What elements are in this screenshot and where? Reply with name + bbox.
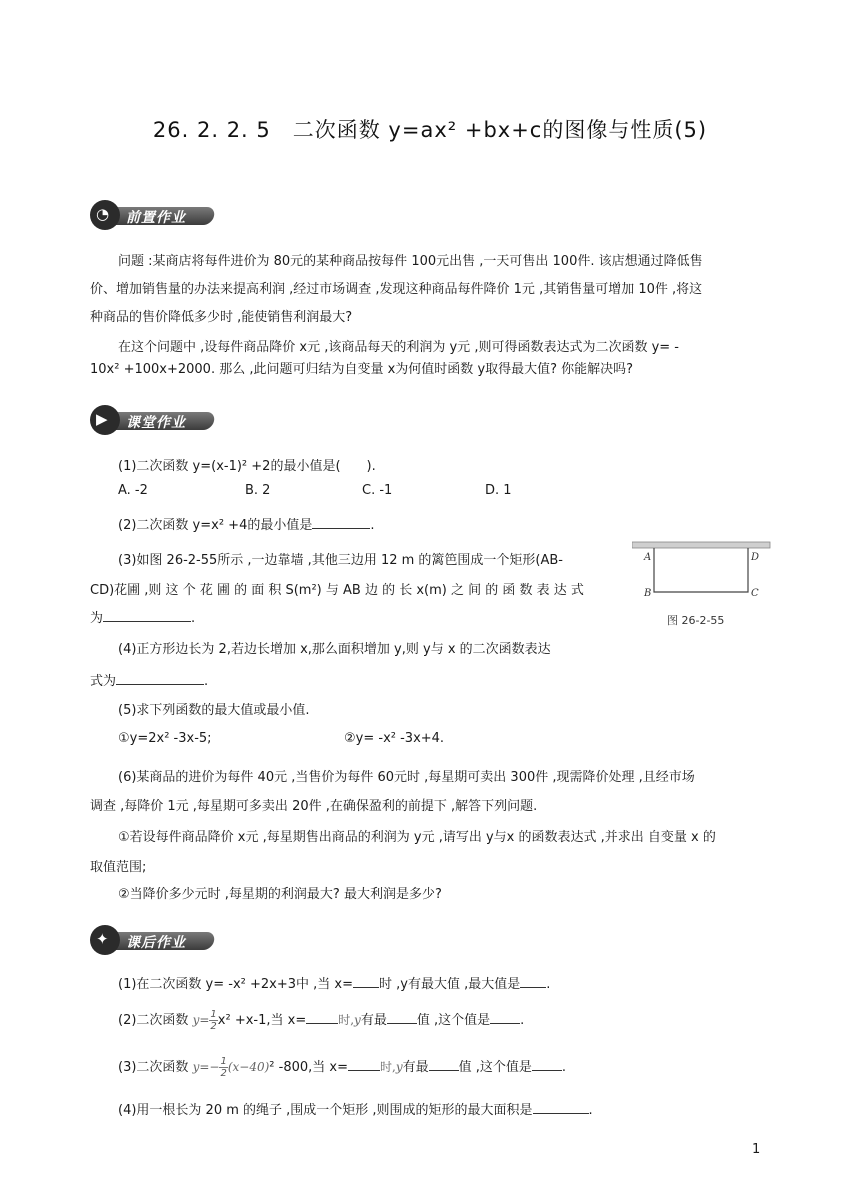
fraction-denominator: 2 (210, 1021, 217, 1032)
question-text: 为 (90, 611, 104, 626)
homework-question-4 (118, 1099, 593, 1118)
question-end: . (546, 977, 551, 992)
formula-text: y (395, 1060, 403, 1074)
page-number: 1 (752, 1142, 761, 1157)
question-text: (1)在二次函数 y= -x² +2x+3中 ,当 x= (118, 977, 353, 992)
class-question-6-a-line-2: 取值范围; (90, 860, 147, 875)
fence-rectangle (654, 548, 748, 592)
section-header-class (90, 405, 220, 435)
question-text: 有最 (360, 1013, 387, 1028)
pre-paragraph-1-cont (90, 276, 770, 332)
section-header-pre (90, 200, 220, 230)
question-end: . (520, 1013, 525, 1028)
question-text: ² -800,当 x= (269, 1060, 348, 1075)
answer-blank[interactable] (116, 671, 204, 685)
answer-blank[interactable] (348, 1057, 380, 1071)
answer-blank[interactable] (520, 980, 546, 988)
class-question-4-line-2 (90, 670, 208, 689)
class-question-6-line-1: (6)某商品的进价为每件 40元 ,当售价为每件 60元时 ,每星期可卖出 300件 ,现需降价处理 ,且经市场 (118, 770, 695, 785)
question-text: (2)二次函数 y=x² +4的最小值是 (118, 518, 313, 533)
answer-blank[interactable] (490, 1010, 520, 1024)
label-b: B (644, 588, 652, 599)
question-text: 时 ,y有最大值 ,最大值是 (379, 977, 521, 992)
answer-blank[interactable] (532, 1057, 562, 1071)
homework-question-1 (118, 973, 550, 992)
formula-text: y (354, 1013, 361, 1027)
question-text: (3)二次函数 (118, 1060, 189, 1075)
class-question-6-a-line-1: ①若设每件商品降价 x元 ,每星期售出商品的利润为 y元 ,请写出 y与x 的函数表达式 ,并求出 自变量 x 的 (118, 830, 716, 845)
option-d: D. 1 (485, 483, 512, 498)
class-question-1: (1)二次函数 y=(x-1)² +2的最小值是( ). (118, 459, 376, 474)
homework-question-3 (118, 1056, 566, 1079)
fraction (219, 1056, 227, 1079)
answer-blank[interactable] (533, 1100, 589, 1114)
question-text: 式为 (90, 674, 117, 689)
question-end: . (370, 518, 375, 533)
formula-text: y=− (192, 1060, 220, 1074)
formula-text: 时, (338, 1013, 355, 1027)
section-label: 前置作业 (126, 210, 186, 226)
class-question-5: (5)求下列函数的最大值或最小值. (118, 703, 310, 718)
class-question-3-line-2: CD)花圃 ,则 这 个 花 圃 的 面 积 S(m²) 与 AB 边 的 长 x(m) 之 间 的 函 数 表 达 式 (90, 583, 584, 598)
label-c: C (751, 588, 759, 599)
fraction-denominator: 2 (220, 1068, 227, 1079)
class-question-5-a: ①y=2x² -3x-5; (118, 731, 212, 746)
class-question-6-line-2: 调查 ,每降价 1元 ,每星期可多卖出 20件 ,在确保盈利的前提下 ,解答下列问题. (90, 799, 538, 814)
section-header-after (90, 925, 220, 955)
option-a: A. -2 (118, 483, 148, 498)
answer-blank[interactable] (353, 980, 379, 988)
text-line: 在这个问题中 ,设每件商品降价 x元 ,该商品每天的利润为 y元 ,则可得函数表达式为二次函数 y= - (118, 340, 679, 355)
class-question-2 (118, 514, 374, 533)
runner-icon: ✦ (90, 925, 120, 955)
fraction (209, 1009, 217, 1032)
text-line: 10x² +100x+2000. 那么 ,此问题可归结为自变量 x为何值时函数 y取得最大值? 你能解决吗? (90, 362, 634, 377)
play-icon: ▶ (90, 405, 120, 435)
answer-blank[interactable] (312, 515, 370, 529)
wall (632, 542, 770, 548)
question-end: . (561, 1060, 567, 1075)
text-line: 问题 :某商店将每件进价为 80元的某种商品按每件 100元出售 ,一天可售出 100件. 该店想通过降低售 (118, 254, 703, 269)
option-b: B. 2 (245, 483, 271, 498)
swirl-icon: ◔ (90, 200, 120, 230)
question-text: (4)用一根长为 20 m 的绳子 ,围成一个矩形 ,则围成的矩形的最大面积是 (118, 1103, 533, 1118)
answer-blank[interactable] (103, 608, 191, 622)
formula-text: (x−40) (227, 1060, 270, 1074)
answer-blank[interactable] (387, 1010, 417, 1024)
question-end: . (588, 1103, 593, 1118)
fraction-numerator: 1 (210, 1009, 217, 1020)
option-c: C. -1 (362, 483, 393, 498)
formula-text: y= (192, 1013, 210, 1027)
page-title: 26. 2. 2. 5 二次函数 y=ax² +bx+c的图像与性质(5) (152, 118, 708, 142)
formula-text: 时, (380, 1060, 396, 1074)
section-label: 课堂作业 (126, 415, 186, 431)
question-text: 值 ,这个值是 (458, 1060, 532, 1075)
class-question-6-b: ②当降价多少元时 ,每星期的利润最大? 最大利润是多少? (118, 887, 442, 902)
text-line: 价、增加销售量的办法来提高利润 ,经过市场调查 ,发现这种商品每件降价 1元 ,其销售量可增加 10件 ,将这 (90, 282, 703, 297)
answer-blank[interactable] (429, 1057, 459, 1071)
question-text: 有最 (402, 1060, 429, 1075)
section-label: 课后作业 (126, 935, 186, 951)
question-text: x² +x-1,当 x= (217, 1013, 307, 1028)
pre-paragraph-1 (90, 248, 770, 276)
class-question-3-line-3 (90, 607, 195, 626)
answer-blank[interactable] (306, 1010, 338, 1024)
fraction-numerator: 1 (220, 1056, 227, 1067)
class-question-5-b: ②y= -x² -3x+4. (344, 731, 445, 746)
question-end: . (204, 674, 209, 689)
label-d: D (751, 552, 760, 563)
question-text: 值 ,这个值是 (416, 1013, 491, 1028)
class-question-4-line-1: (4)正方形边长为 2,若边长增加 x,那么面积增加 y,则 y与 x 的二次函数表达 (118, 642, 551, 657)
homework-question-2 (118, 1009, 524, 1032)
text-line: 种商品的售价降低多少时 ,能使销售利润最大? (90, 310, 353, 325)
label-a: A (644, 552, 652, 563)
question-text: (2)二次函数 (118, 1013, 189, 1028)
question-end: . (191, 611, 196, 626)
class-question-3-line-1: (3)如图 26-2-55所示 ,一边靠墙 ,其他三边用 12 m 的篱笆围成一个矩形(AB- (118, 553, 563, 568)
figure-caption: 图 26-2-55 (667, 614, 725, 627)
pre-paragraph-2-cont (90, 356, 770, 384)
